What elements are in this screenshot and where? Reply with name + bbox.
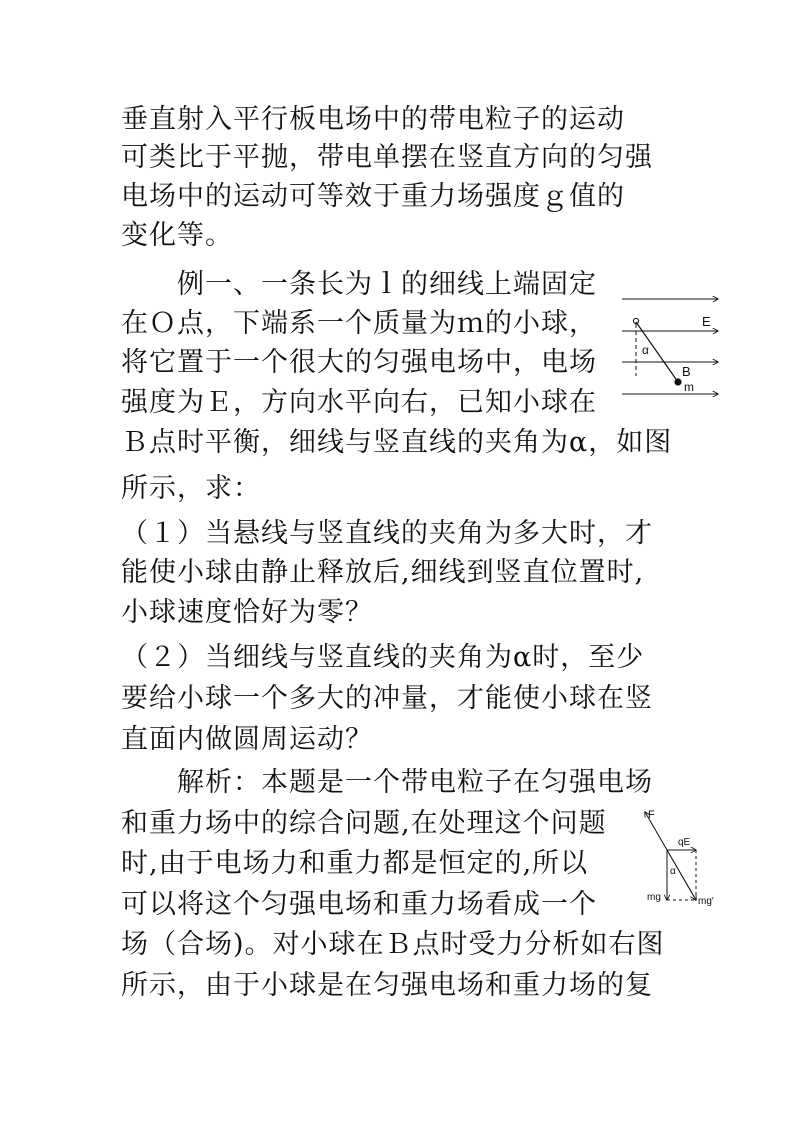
intro-line-3: 电场中的运动可等效于重力场强度ｇ值的 [121, 181, 625, 212]
ball [674, 378, 681, 385]
label-alpha-1: α [642, 343, 649, 357]
example-line-3: 将它置于一个很大的匀强电场中，电场 [121, 347, 597, 378]
label-B: B [682, 364, 691, 379]
analysis-line-3: 时,由于电场力和重力都是恒定的,所以 [121, 848, 589, 879]
example-line-5: Ｂ点时平衡，细线与竖直线的夹角为α，如图 [121, 427, 673, 458]
example-line-2: 在Ｏ点，下端系一个质量为ｍ的小球， [121, 308, 597, 339]
analysis-line-1: 解析：本题是一个带电粒子在匀强电场 [121, 767, 653, 798]
example-line-1: 例一、一条长为ｌ的细线上端固定 [121, 269, 597, 300]
q2-line-2: 要给小球一个多大的冲量，才能使小球在竖 [121, 683, 653, 714]
q1-line-1: （１）当悬线与竖直线的夹角为多大时，才 [121, 518, 653, 549]
q1-line-3: 小球速度恰好为零？ [121, 597, 373, 628]
q1-line-2: 能使小球由静止释放后,细线到竖直位置时, [121, 557, 645, 588]
label-qE: qE [678, 837, 691, 848]
analysis-line-6: 所示，由于小球是在匀强电场和重力场的复 [121, 970, 653, 1001]
analysis-line-5: 场（合场)。对小球在Ｂ点时受力分析如右图 [121, 929, 665, 960]
example-line-4: 强度为Ｅ，方向水平向右，已知小球在 [121, 387, 597, 418]
label-alpha-2: α [670, 866, 676, 877]
example-line-6: 所示，求： [121, 473, 261, 504]
label-mg-right: mg′ [698, 896, 714, 907]
intro-line-1: 垂直射入平行板电场中的带电粒子的运动 [121, 104, 625, 135]
pendulum-figure [620, 288, 730, 408]
analysis-line-2: 和重力场中的综合问题,在处理这个问题 [121, 808, 607, 839]
q2-line-1: （２）当细线与竖直线的夹角为α时，至少 [121, 642, 645, 673]
force-diagram [612, 800, 724, 910]
q2-line-3: 直面内做圆周运动？ [121, 724, 373, 755]
analysis-line-4: 可以将这个匀强电场和重力场看成一个 [121, 889, 597, 920]
label-E: E [702, 314, 711, 329]
intro-line-4: 变化等。 [121, 220, 233, 251]
label-F: F [648, 809, 655, 821]
label-mg-left: mg [647, 892, 661, 903]
label-m: m [684, 380, 694, 394]
intro-line-2: 可类比于平抛，带电单摆在竖直方向的匀强 [121, 142, 653, 173]
